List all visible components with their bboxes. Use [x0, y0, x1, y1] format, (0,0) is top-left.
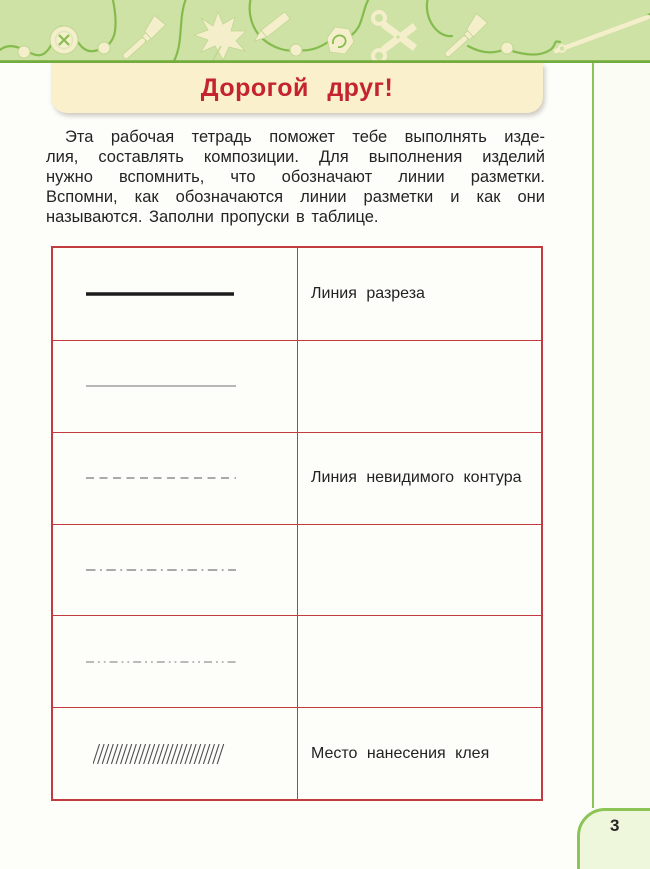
line-types-table [51, 246, 543, 801]
line-sample-dashed [86, 466, 236, 490]
page-number: 3 [610, 816, 620, 835]
craft-items-illustration [0, 0, 650, 63]
paragraph-line: Вспомни, как обозначаются линии разметки и как они [46, 188, 545, 206]
bead-icon [290, 44, 302, 56]
line-sample-cell [53, 616, 298, 707]
bead-icon [501, 42, 513, 54]
line-sample-dash-dot-dot [86, 650, 236, 674]
title-box [51, 63, 543, 113]
bead-icon [18, 46, 30, 58]
table-row [53, 615, 541, 707]
table-row [53, 524, 541, 616]
line-sample-hatch [93, 743, 229, 765]
bead-icon [98, 42, 110, 54]
line-sample-cell [53, 708, 298, 799]
line-name-label: Линия невидимого контура [311, 469, 522, 487]
line-sample-cell [53, 433, 298, 524]
intro-paragraph [46, 127, 545, 227]
line-name-label: Место нанесения клея [311, 744, 490, 762]
button-icon [50, 26, 78, 54]
line-name-cell [298, 433, 541, 524]
empty-answer-cell [298, 616, 541, 707]
line-name-cell [298, 708, 541, 799]
decorative-header-band [0, 0, 650, 63]
line-name-label: Линия разреза [311, 284, 425, 302]
paragraph-line: называются. Заполни пропуски в таблице. [46, 208, 379, 226]
table-row [53, 248, 541, 340]
line-sample-cell [53, 525, 298, 616]
table-row [53, 707, 541, 799]
line-name-cell [298, 248, 541, 340]
paragraph-line: Эта рабочая тетрадь поможет тебе выполнять изде- [65, 128, 545, 146]
page-title: Дорогой друг! [200, 73, 394, 102]
line-sample-cell [53, 341, 298, 432]
line-sample-solid-thick [86, 282, 236, 306]
table-row [53, 340, 541, 432]
empty-answer-cell [298, 341, 541, 432]
page-edge-line [592, 63, 594, 808]
page-edge-strip [594, 63, 650, 869]
line-sample-dash-dot [86, 558, 236, 582]
table-row [53, 432, 541, 524]
page-number-box [577, 808, 650, 869]
line-sample-cell [53, 248, 298, 340]
paragraph-line: нужно вспомнить, что обозначают линии разметки. [46, 168, 545, 186]
line-sample-solid-thin [86, 374, 236, 398]
paragraph-line: лия, составлять композиции. Для выполнения изделий [46, 148, 545, 166]
empty-answer-cell [298, 525, 541, 616]
